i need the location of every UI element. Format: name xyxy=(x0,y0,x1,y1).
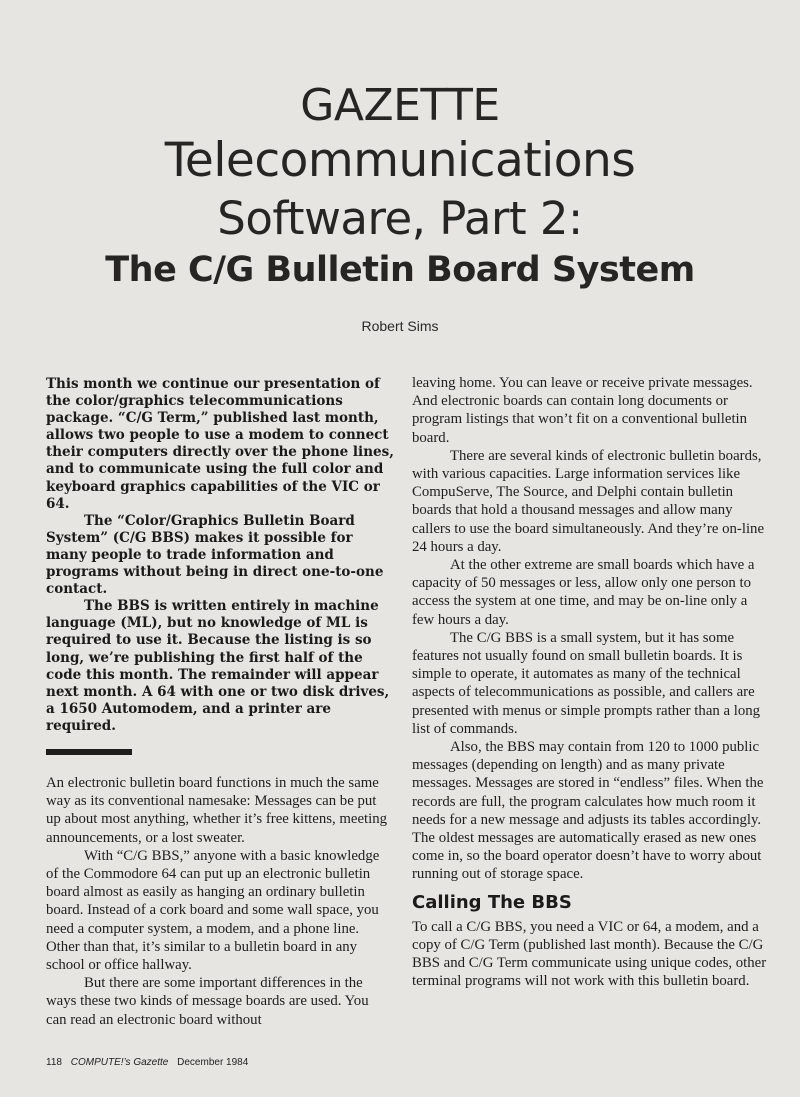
title-line-3: Software, Part 2: xyxy=(217,192,583,245)
page-footer xyxy=(46,1057,248,1068)
magazine-name: COMPUTE!’s Gazette xyxy=(70,1057,169,1068)
left-column xyxy=(46,774,392,1029)
intro-block xyxy=(46,376,396,735)
section-divider xyxy=(46,749,132,755)
intro-paragraph: This month we continue our presentation of the color/graphics telecommunications package. “C/G Term,” published last month, allows two people to use a modem to connect their computers directly over the phone lines, and to communicate using the full color and keyboard graphics capabilities of the VIC or 64. xyxy=(46,376,394,512)
body-paragraph: To call a C/G BBS, you need a VIC or 64, a modem, and a copy of C/G Term (published last month). Because the C/G BBS and C/G Term communicate using unique codes, other terminal programs will not work with this bulletin board. xyxy=(412,918,767,990)
byline: Robert Sims xyxy=(361,318,439,334)
body-paragraph: There are several kinds of electronic bulletin boards, with various capacities. Large information services like CompuServe, The Source, and Delphi contain bulletin boards that hold a thousand messages and allow many callers to use the board simultaneously. And they’re on-line 24 hours a day. xyxy=(412,447,765,555)
body-paragraph: The C/G BBS is a small system, but it has some features not usually found on small bulletin boards. It is simple to operate, it automates as many of the technical aspects of telecommunications as possible, and callers are presented with menus or simple prompts rather than a long list of commands. xyxy=(412,629,761,737)
page-number: 118 xyxy=(46,1057,62,1068)
intro-paragraph: The BBS is written entirely in machine language (ML), but no knowledge of ML is required to use it. Because the listing is so long, we’re publishing the first half of the code this month. The remainder will appear next month. A 64 with one or two disk drives, a 1650 Automodem, and a printer are required. xyxy=(46,598,390,734)
body-paragraph: At the other extreme are small boards which have a capacity of 50 messages or less, allow only one person to access the system at one time, and may be on-line only a few hours a day. xyxy=(412,557,755,628)
title-line-1: GAZETTE xyxy=(300,80,500,131)
body-paragraph: With “C/G BBS,” anyone with a basic knowledge of the Commodore 64 can put up an electronic bulletin board almost as easily as hanging an ordinary bulletin board. Instead of a cork board and some wall space, you need a computer system, a modem, and a phone line. Other than that, it’s similar to a bulletin board in any school or office hallway. xyxy=(46,847,380,974)
right-column xyxy=(412,374,767,991)
body-paragraph: An electronic bulletin board functions in much the same way as its conventional namesake: Messages can be put up about most anything, whether it’s free kittens, meeting announcements, or a lost sweater. xyxy=(46,775,388,846)
body-paragraph: Also, the BBS may contain from 120 to 1000 public messages (depending on length) and as many private messages. Messages are stored in “endless” files. When the records are full, the program calculates how much room it needs for a new message and adjusts its tables accordingly. The oldest messages are automatically erased as new ones come in, so the board operator doesn’t have to worry about running out of storage space. xyxy=(412,739,764,883)
issue-date: December 1984 xyxy=(177,1057,249,1068)
body-paragraph: leaving home. You can leave or receive private messages. And electronic boards can contain long documents or program listings that won’t fit on a conventional bulletin board. xyxy=(412,375,753,446)
intro-paragraph: The “Color/Graphics Bulletin Board System” (C/G BBS) makes it possible for many people to trade information and programs without being in direct one-to-one contact. xyxy=(46,512,384,598)
title-line-2: Telecommunications xyxy=(164,133,636,188)
subtitle: The C/G Bulletin Board System xyxy=(105,250,695,290)
section-heading: Calling The BBS xyxy=(412,891,572,913)
body-paragraph: But there are some important differences in the ways these two kinds of message boards are used. You can read an electronic board without xyxy=(46,975,369,1028)
